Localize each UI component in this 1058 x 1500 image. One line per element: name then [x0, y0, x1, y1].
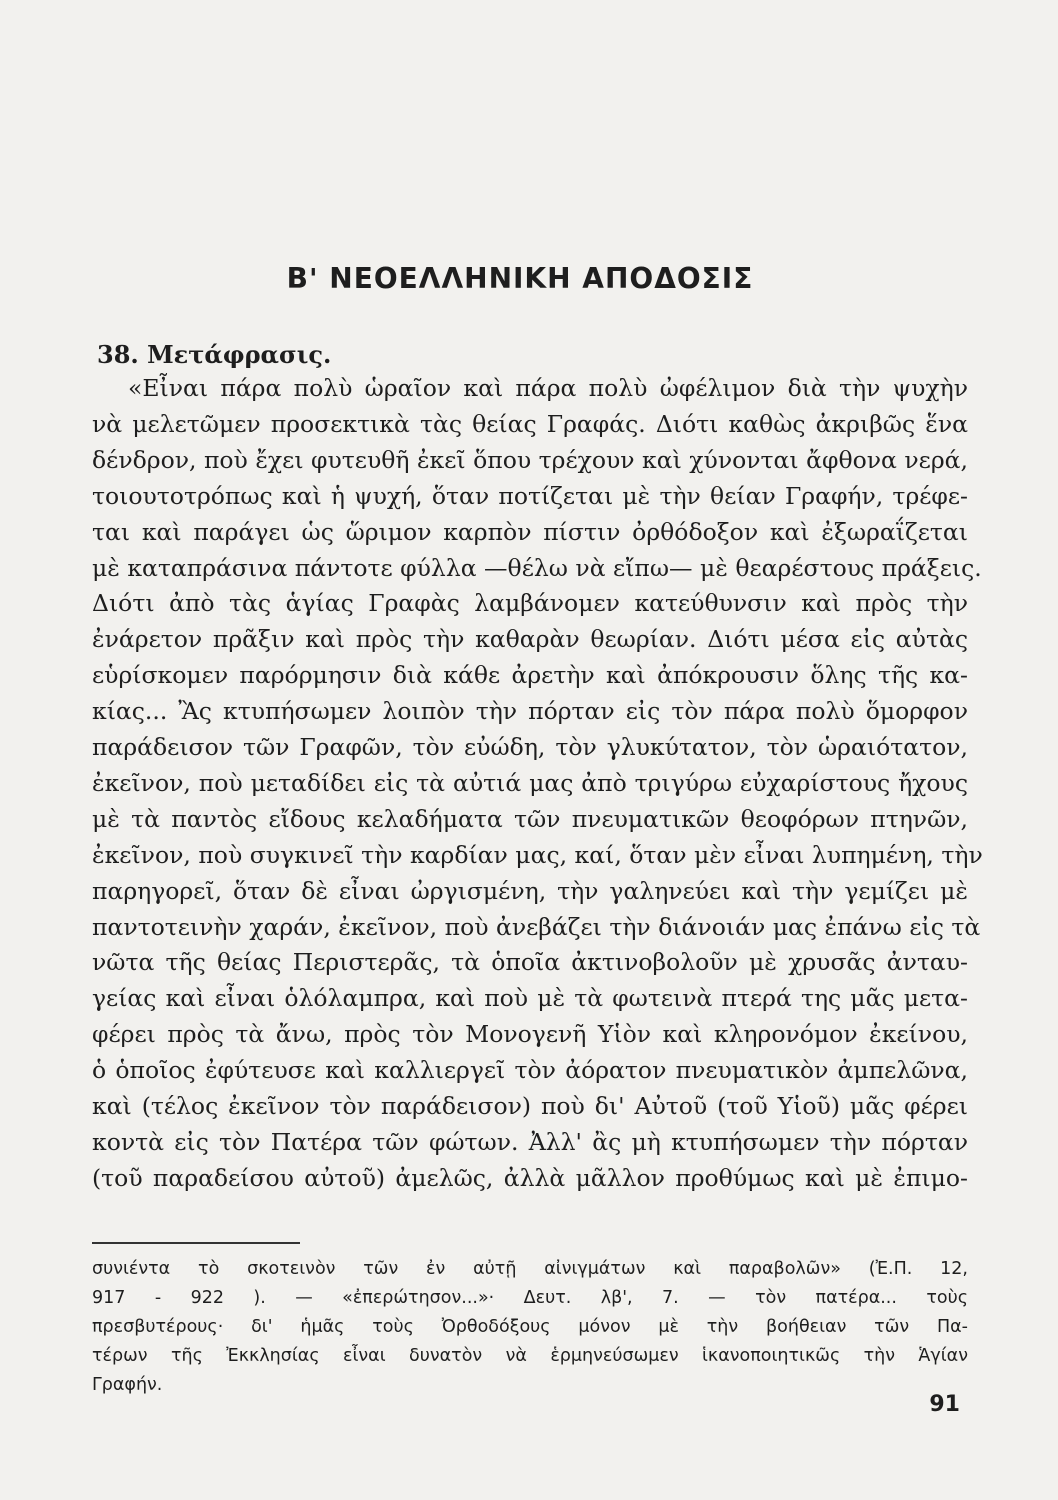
body-line: κοντὰ εἰς τὸν Πατέρα τῶν φώτων. Ἀλλ' ἂς μὴ κτυπήσωμεν τὴν πόρταν: [92, 1127, 968, 1156]
body-line: ὁ ὁποῖος ἐφύτευσε καὶ καλλιεργεῖ τὸν ἀόρατον πνευματικὸν ἀμπελῶνα,: [92, 1056, 968, 1085]
footnote-line: συνιέντα τὸ σκοτεινὸν τῶν ἐν αὐτῇ αἰνιγμάτων καὶ παραβολῶν» (Ἐ.Π. 12,: [92, 1259, 968, 1279]
body-line: ται καὶ παράγει ὡς ὥριμον καρπὸν πίστιν ὀρθόδοξον καὶ ἐξωραΐζεται: [92, 517, 968, 546]
body-line: παντοτεινὴν χαράν, ἐκεῖνον, ποὺ ἀνεβάζει τὴν διάνοιάν μας ἐπάνω εἰς τὰ: [92, 912, 981, 941]
body-line: μὲ καταπράσινα πάντοτε φύλλα —θέλω νὰ εἴπω— μὲ θεαρέστους πράξεις.: [92, 553, 982, 582]
body-line: νὰ μελετῶμεν προσεκτικὰ τὰς θείας Γραφάς. Διότι καθὼς ἀκριβῶς ἕνα: [92, 409, 968, 438]
body-line: φέρει πρὸς τὰ ἄνω, πρὸς τὸν Μονογενῆ Υἱὸν καὶ κληρονόμον ἐκείνου,: [92, 1020, 968, 1049]
body-line: παράδεισον τῶν Γραφῶν, τὸν εὐώδη, τὸν γλυκύτατον, τὸν ὡραιότατον,: [92, 733, 968, 761]
body-line: παρηγορεῖ, ὅταν δὲ εἶναι ὠργισμένη, τὴν γαληνεύει καὶ τὴν γεμίζει μὲ: [92, 876, 968, 905]
body-line: (τοῦ παραδείσου αὐτοῦ) ἀμελῶς, ἀλλὰ μᾶλλον προθύμως καὶ μὲ ἐπιμο-: [92, 1163, 968, 1192]
body-line: ἐκεῖνον, ποὺ συγκινεῖ τὴν καρδίαν μας, καί, ὅταν μὲν εἶναι λυπημένη, τὴν: [92, 840, 983, 869]
body-line: καὶ (τέλος ἐκεῖνον τὸν παράδεισον) ποὺ δι' Αὐτοῦ (τοῦ Υἱοῦ) μᾶς φέρει: [92, 1092, 968, 1120]
body-line: γείας καὶ εἶναι ὁλόλαμπρα, καὶ ποὺ μὲ τὰ φωτεινὰ πτερά της μᾶς μετα-: [92, 984, 968, 1013]
body-line: Διότι ἀπὸ τὰς ἁγίας Γραφὰς λαμβάνομεν κατεύθυνσιν καὶ πρὸς τὴν: [92, 589, 968, 618]
section-title: 38. Μετάφρασις.: [97, 340, 332, 369]
page-heading: Β' ΝΕΟΕΛΛΗΝΙΚΗ ΑΠΟΔΟΣΙΣ: [286, 262, 754, 295]
footnote-divider: [92, 1242, 300, 1244]
body-line: νῶτα τῆς θείας Περιστερᾶς, τὰ ὁποῖα ἀκτινοβολοῦν μὲ χρυσᾶς ἀνταυ-: [92, 948, 968, 977]
footnote-line: τέρων τῆς Ἐκκλησίας εἶναι δυνατὸν νὰ ἑρμηνεύσωμεν ἱκανοποιητικῶς τὴν Ἁγίαν: [92, 1346, 968, 1366]
body-line: ἐκεῖνον, ποὺ μεταδίδει εἰς τὰ αὐτιά μας ἀπὸ τριγύρω εὐχαρίστους ἤχους: [92, 768, 968, 797]
body-line: κίας... Ἂς κτυπήσωμεν λοιπὸν τὴν πόρταν εἰς τὸν πάρα πολὺ ὅμορφον: [92, 697, 968, 726]
page-number: 91: [929, 1392, 960, 1417]
footnote-line: 917 - 922 ). — «ἐπερώτησον...»· Δευτ. λβ', 7. — τὸν πατέρα... τοὺς: [92, 1288, 968, 1308]
body-line: ἐνάρετον πρᾶξιν καὶ πρὸς τὴν καθαρὰν θεωρίαν. Διότι μέσα εἰς αὐτὰς: [92, 625, 968, 654]
body-line: δένδρον, ποὺ ἔχει φυτευθῆ ἐκεῖ ὅπου τρέχουν καὶ χύνονται ἄφθονα νερά,: [92, 445, 968, 474]
footnote-line: πρεσβυτέρους· δι' ἡμᾶς τοὺς Ὀρθοδόξους μόνον μὲ τὴν βοήθειαν τῶν Πα-: [92, 1317, 968, 1337]
body-line: εὑρίσκομεν παρόρμησιν διὰ κάθε ἀρετὴν καὶ ἀπόκρουσιν ὅλης τῆς κα-: [92, 661, 968, 690]
body-line: μὲ τὰ παντὸς εἴδους κελαδήματα τῶν πνευματικῶν θεοφόρων πτηνῶν,: [92, 804, 968, 833]
body-line: τοιουτοτρόπως καὶ ἡ ψυχή, ὅταν ποτίζεται μὲ τὴν θείαν Γραφήν, τρέφε-: [92, 481, 968, 510]
footnote-line: Γραφήν.: [92, 1375, 163, 1395]
body-line: «Εἶναι πάρα πολὺ ὡραῖον καὶ πάρα πολὺ ὠφέλιμον διὰ τὴν ψυχὴν: [128, 374, 968, 402]
